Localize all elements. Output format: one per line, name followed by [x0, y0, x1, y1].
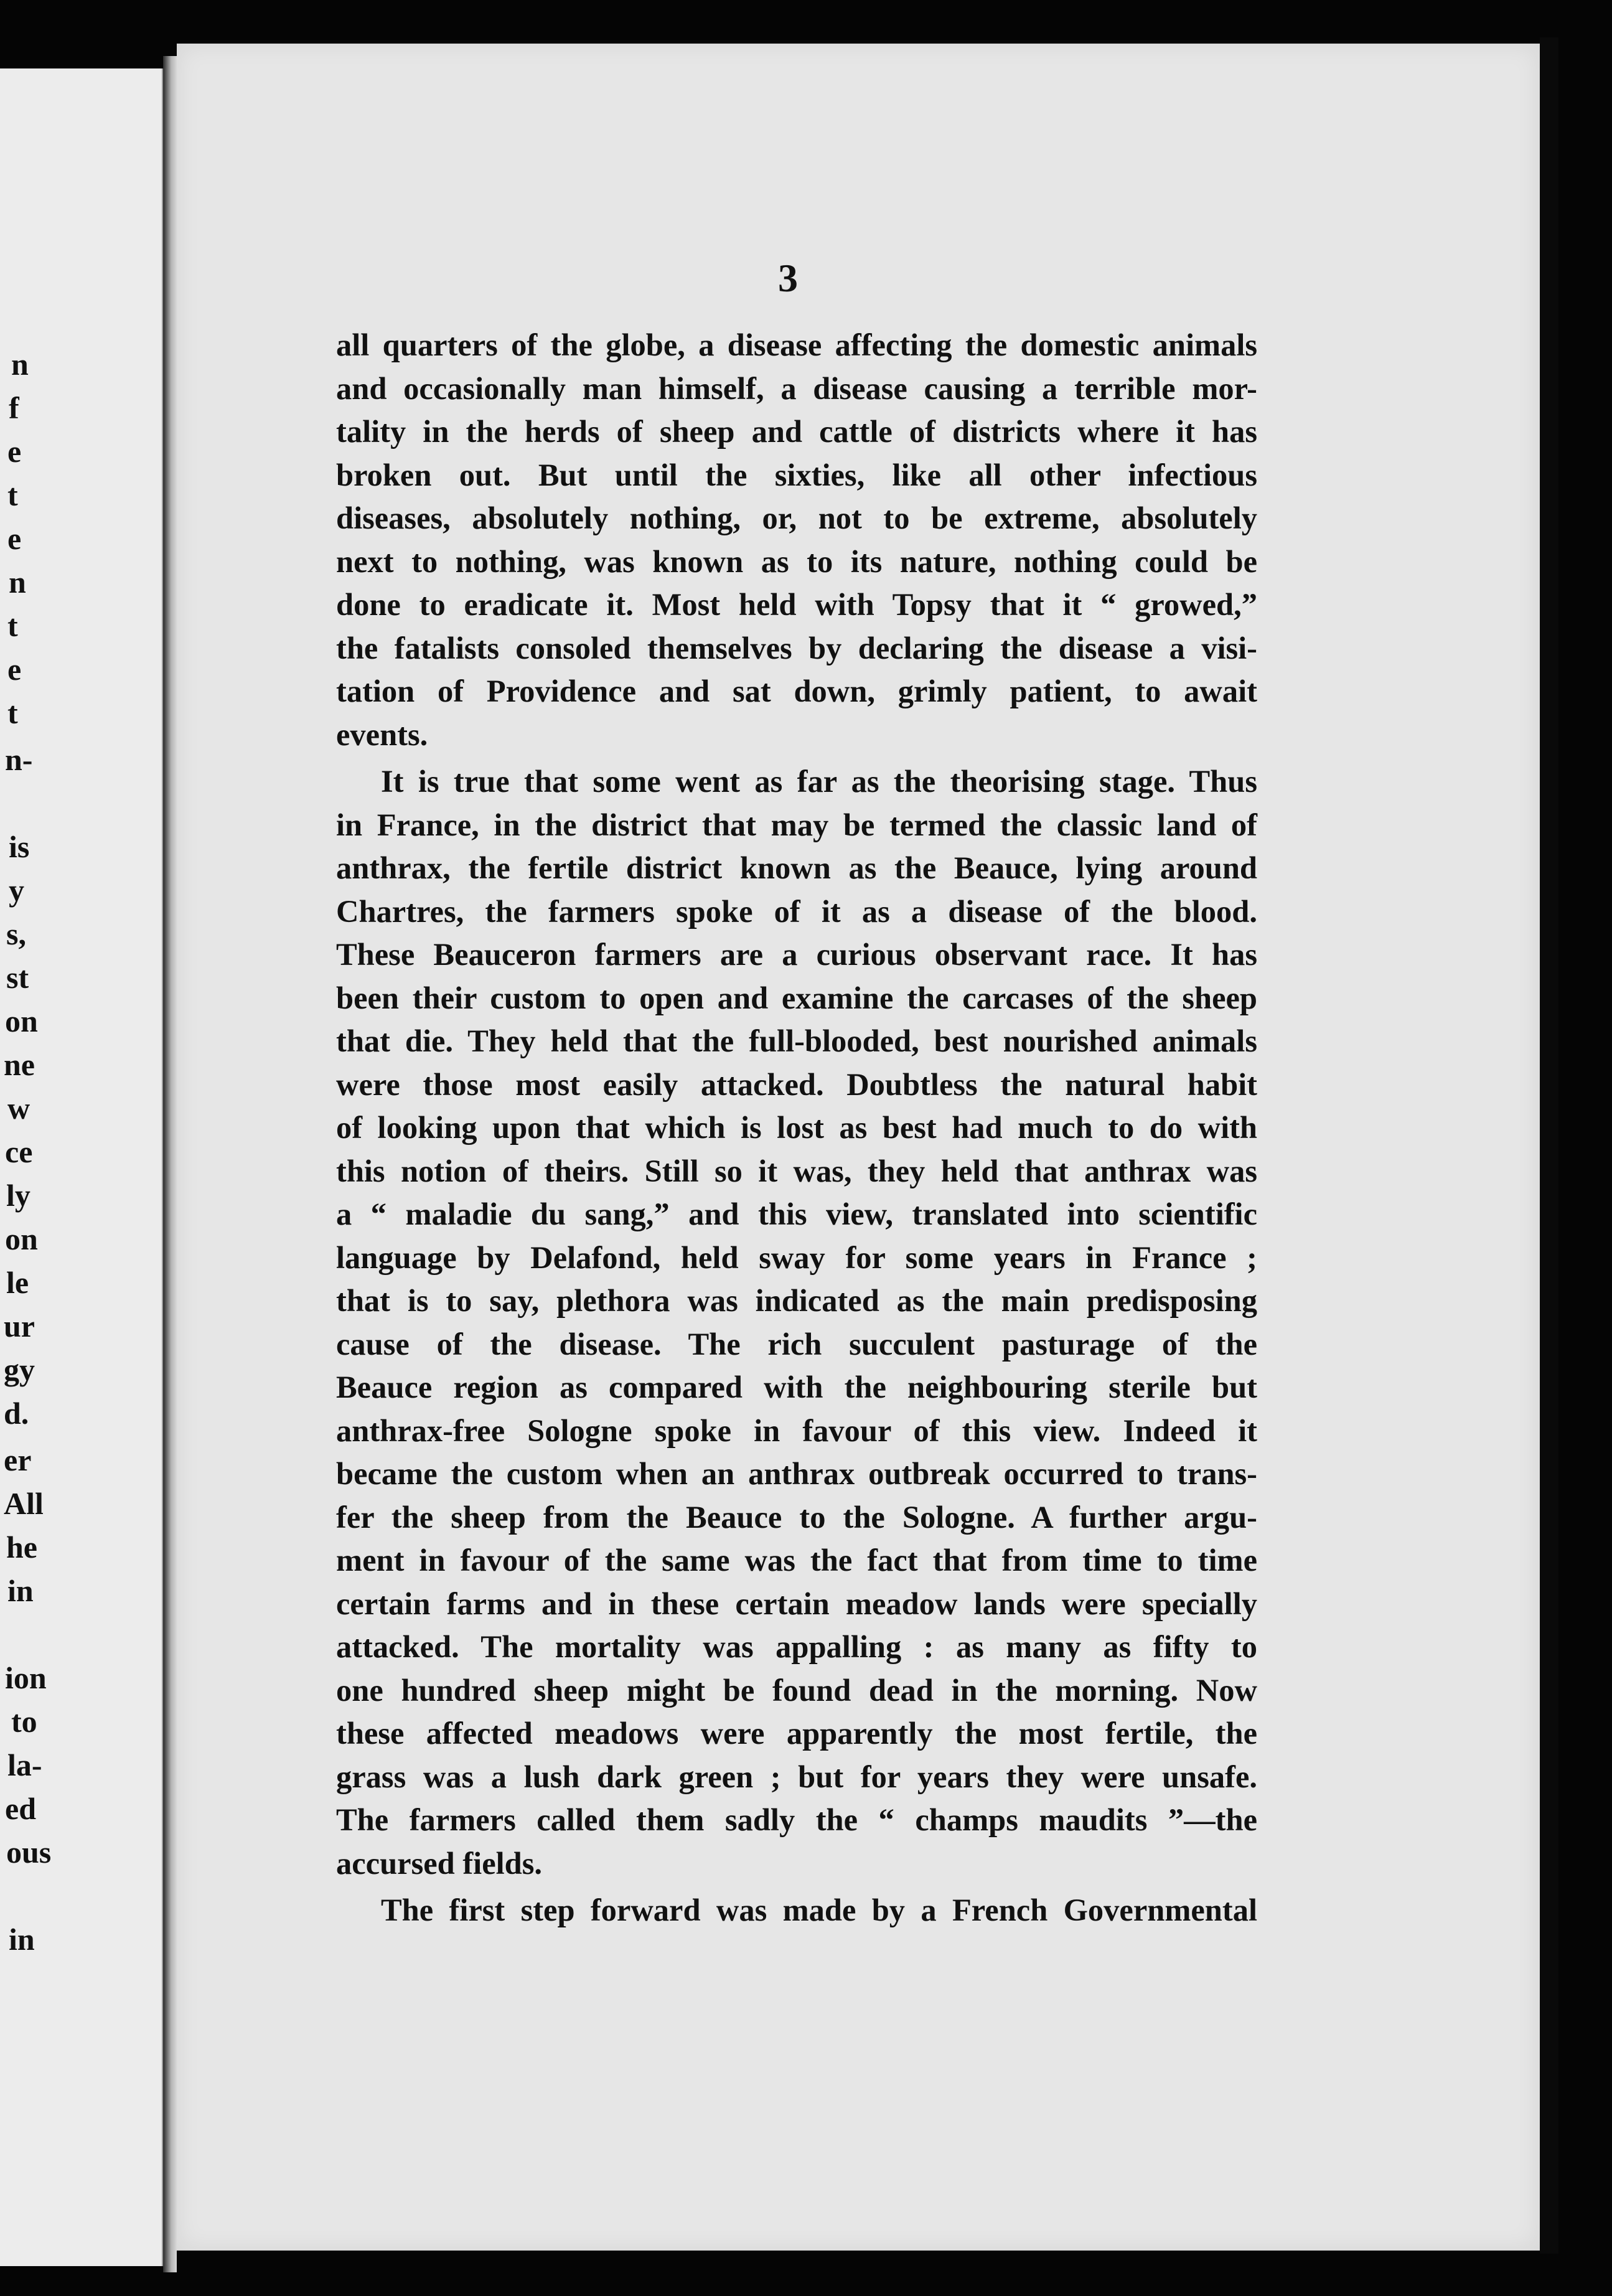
margin-fragment: t: [7, 608, 18, 643]
margin-fragment: All: [4, 1486, 44, 1521]
text-line: anthrax, the fertile district known as the Beauce, lying around: [336, 850, 1257, 885]
text-line: events.: [336, 717, 428, 752]
margin-fragment: e: [7, 434, 22, 469]
book-gutter: [163, 56, 177, 2272]
margin-fragment: ion: [5, 1660, 47, 1695]
text-line: The farmers called them sadly the “ champs maudits ”—the: [336, 1802, 1257, 1837]
margin-fragment: ly: [6, 1178, 30, 1213]
text-line: a “ maladie du sang,” and this view, translated into scientific: [336, 1197, 1257, 1231]
text-line: all quarters of the globe, a disease affecting the domestic animals: [336, 327, 1257, 362]
text-line: accursed fields.: [336, 1845, 543, 1881]
margin-fragment: la-: [7, 1748, 42, 1782]
margin-fragment: n: [9, 565, 26, 600]
margin-fragment: on: [5, 1221, 38, 1256]
text-line: ment in favour of the same was the fact that from time to time: [336, 1543, 1257, 1578]
text-line: these affected meadows were apparently the most fertile, the: [336, 1716, 1257, 1751]
margin-fragment: n-: [5, 742, 33, 777]
text-line: in France, in the district that may be termed the classic land of: [336, 807, 1257, 842]
text-line: tality in the herds of sheep and cattle of districts where it has: [336, 414, 1257, 449]
text-line: broken out. But until the sixties, like all other infectious: [336, 457, 1257, 492]
margin-fragment: st: [6, 960, 29, 995]
paragraph: [336, 1889, 1257, 1932]
margin-fragment: ce: [5, 1134, 33, 1169]
text-line: the fatalists consoled themselves by declaring the disease a visi-: [336, 630, 1257, 666]
text-line: certain farms and in these certain meadow lands were specially: [336, 1586, 1257, 1621]
text-line: Chartres, the farmers spoke of it as a disease of the blood.: [336, 893, 1257, 929]
margin-fragment: s,: [6, 916, 26, 951]
margin-fragment: t: [7, 695, 18, 730]
text-line: These Beauceron farmers are a curious observant race. It has: [336, 937, 1257, 972]
margin-fragment: y: [9, 873, 24, 908]
margin-fragment: he: [6, 1530, 37, 1564]
page-number: 3: [778, 256, 798, 300]
margin-fragment: t: [7, 478, 18, 512]
margin-fragment: le: [6, 1265, 29, 1300]
margin-fragment: in: [9, 1922, 35, 1957]
text-line: The first step forward was made by a French Governmental: [381, 1893, 1257, 1927]
text-line: one hundred sheep might be found dead in the morning. Now: [336, 1672, 1257, 1708]
text-line: cause of the disease. The rich succulent pasturage of the: [336, 1326, 1257, 1362]
margin-fragment: e: [7, 652, 22, 687]
text-line: attacked. The mortality was appalling : as many as fifty to: [336, 1629, 1257, 1664]
margin-fragment: gy: [4, 1352, 35, 1387]
margin-fragment: is: [9, 829, 30, 864]
text-line: grass was a lush dark green ; but for years they were unsafe.: [336, 1759, 1257, 1794]
margin-fragment: ne: [4, 1047, 35, 1082]
margin-fragment: ed: [5, 1791, 36, 1826]
margin-fragment: n: [11, 347, 29, 382]
text-line: became the custom when an anthrax outbreak occurred to trans-: [336, 1456, 1257, 1491]
paragraph: [336, 324, 1257, 756]
text-line: next to nothing, was known as to its nature, nothing could be: [336, 543, 1257, 579]
margin-fragment: on: [5, 1004, 38, 1038]
text-line: of looking upon that which is lost as best had much to do with: [336, 1110, 1257, 1145]
text-line: anthrax-free Sologne spoke in favour of this view. Indeed it: [336, 1413, 1257, 1448]
margin-fragment: er: [4, 1442, 32, 1477]
margin-fragment: w: [7, 1091, 30, 1126]
text-line: It is true that some went as far as the theorising stage. Thus: [381, 764, 1257, 799]
margin-fragment: ur: [4, 1309, 35, 1343]
margin-fragment: e: [7, 521, 22, 556]
margin-fragment: d.: [4, 1396, 29, 1431]
margin-fragment: to: [11, 1704, 37, 1739]
text-line: that is to say, plethora was indicated as the main predisposing: [336, 1283, 1257, 1318]
text-line: done to eradicate it. Most held with Topsy that it “ growed,”: [336, 587, 1257, 622]
text-line: Beauce region as compared with the neighbouring sterile but: [336, 1370, 1257, 1404]
text-line: fer the sheep from the Beauce to the Sologne. A further argu-: [336, 1499, 1257, 1535]
margin-fragment: ous: [6, 1835, 52, 1870]
text-line: diseases, absolutely nothing, or, not to be extreme, absolutely: [336, 501, 1257, 535]
margin-fragment: in: [7, 1573, 34, 1608]
text-line: and occasionally man himself, a disease causing a terrible mor-: [336, 370, 1257, 406]
text-line: this notion of theirs. Still so it was, they held that anthrax was: [336, 1153, 1257, 1188]
text-line: were those most easily attacked. Doubtless the natural habit: [336, 1066, 1257, 1102]
body-text: [336, 324, 1257, 1932]
margin-fragment: f: [9, 390, 19, 425]
text-line: language by Delafond, held sway for some years in France ;: [336, 1240, 1257, 1275]
paragraph: [336, 760, 1257, 1885]
text-line: been their custom to open and examine the carcases of the sheep: [336, 980, 1257, 1015]
text-line: tation of Providence and sat down, grimly patient, to await: [336, 674, 1257, 708]
page-right-edge: [1540, 37, 1558, 2254]
text-line: that die. They held that the full-blooded, best nourished animals: [336, 1023, 1257, 1058]
